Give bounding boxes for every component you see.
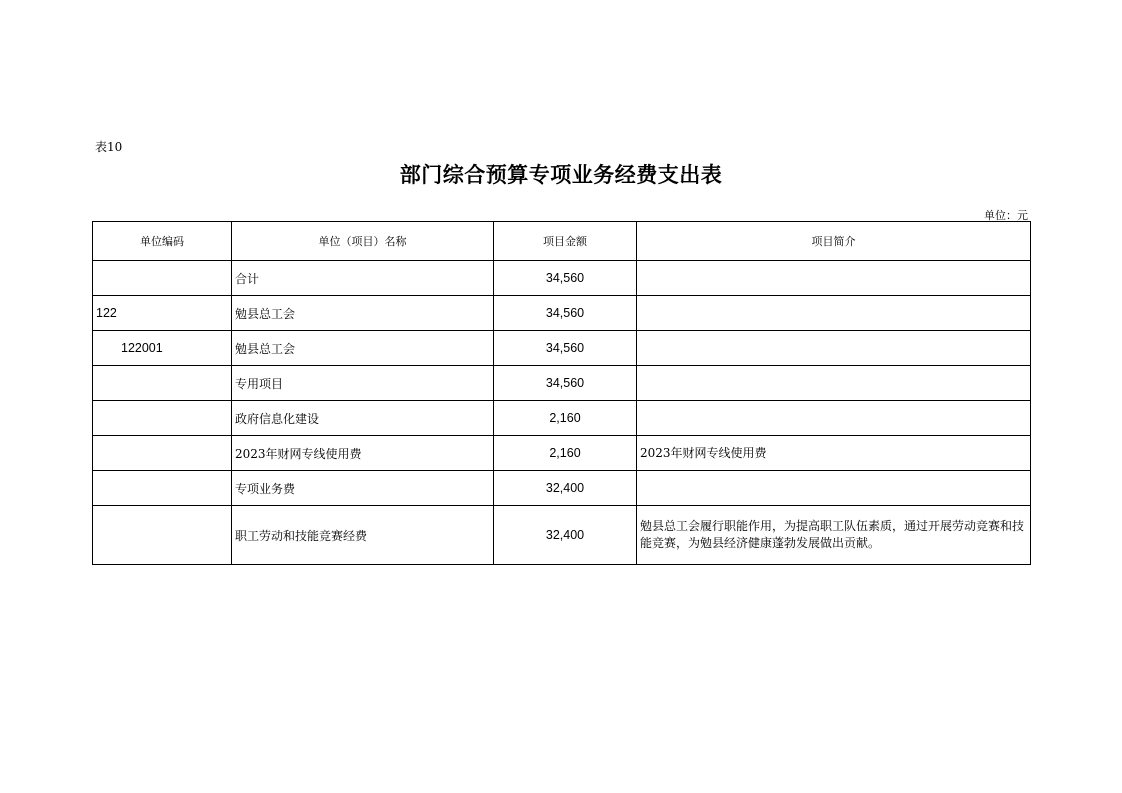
- cell-amount: 2,160: [494, 436, 637, 471]
- column-header-code: 单位编码: [93, 222, 232, 261]
- table-header-row: [93, 222, 1031, 261]
- cell-code: [93, 471, 232, 506]
- cell-code: [93, 436, 232, 471]
- column-header-description: 项目简介: [637, 222, 1031, 261]
- cell-name: 勉县总工会: [232, 331, 494, 366]
- cell-description: 勉县总工会履行职能作用，为提高职工队伍素质，通过开展劳动竞赛和技能竞赛，为勉县经济健康蓬勃发展做出贡献。: [637, 506, 1031, 565]
- column-header-name: 单位（项目）名称: [232, 222, 494, 261]
- cell-name: 2023年财网专线使用费: [232, 436, 494, 471]
- cell-code: [93, 401, 232, 436]
- cell-amount: 2,160: [494, 401, 637, 436]
- cell-name: 政府信息化建设: [232, 401, 494, 436]
- page-title: 部门综合预算专项业务经费支出表: [399, 163, 723, 187]
- cell-name: 专用项目: [232, 366, 494, 401]
- table-row: [93, 471, 1031, 506]
- cell-amount: 32,400: [494, 506, 637, 565]
- cell-description: [637, 401, 1031, 436]
- cell-name: 专项业务费: [232, 471, 494, 506]
- budget-table: [92, 221, 1031, 565]
- table-row: [93, 331, 1031, 366]
- cell-amount: 32,400: [494, 471, 637, 506]
- cell-name: 勉县总工会: [232, 296, 494, 331]
- cell-name: 职工劳动和技能竞赛经费: [232, 506, 494, 565]
- table-row: [93, 436, 1031, 471]
- table-row: [93, 401, 1031, 436]
- cell-code: [93, 506, 232, 565]
- cell-code: [93, 261, 232, 296]
- table-row: [93, 506, 1031, 565]
- cell-description: [637, 261, 1031, 296]
- cell-amount: 34,560: [494, 261, 637, 296]
- table-row: [93, 366, 1031, 401]
- cell-name: 合计: [232, 261, 494, 296]
- table-number: 表10: [95, 140, 123, 154]
- cell-description: [637, 331, 1031, 366]
- cell-description: [637, 471, 1031, 506]
- column-header-amount: 项目金额: [494, 222, 637, 261]
- table-row: [93, 296, 1031, 331]
- cell-amount: 34,560: [494, 296, 637, 331]
- cell-description: [637, 296, 1031, 331]
- cell-code: [93, 366, 232, 401]
- table-row: [93, 261, 1031, 296]
- cell-description: [637, 366, 1031, 401]
- cell-description: 2023年财网专线使用费: [637, 436, 1031, 471]
- cell-amount: 34,560: [494, 366, 637, 401]
- cell-amount: 34,560: [494, 331, 637, 366]
- unit-label: 单位：元: [984, 209, 1028, 222]
- cell-code: 122001: [93, 331, 232, 366]
- cell-code: 122: [93, 296, 232, 331]
